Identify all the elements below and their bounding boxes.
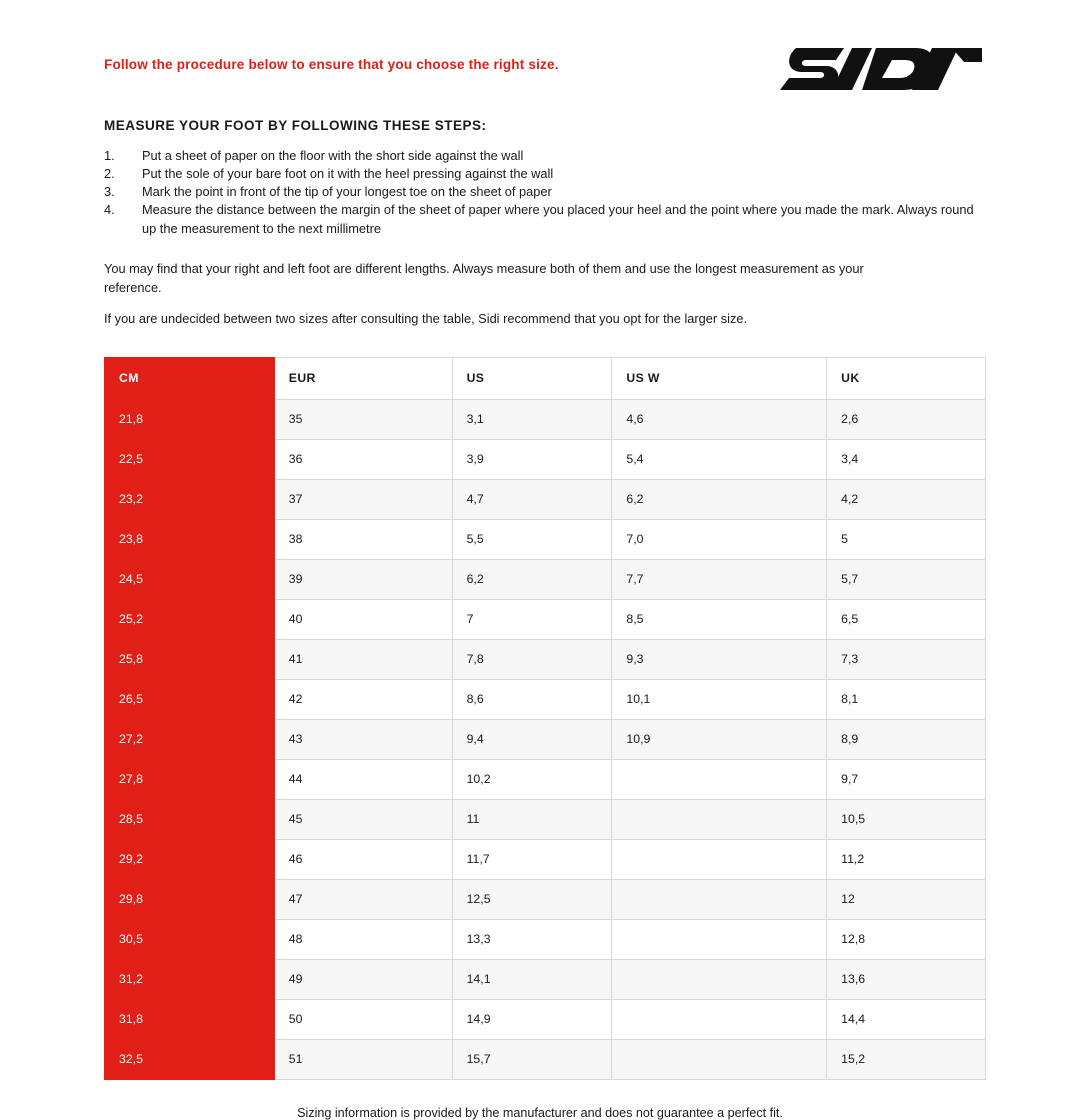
step-number: 4.: [104, 202, 115, 218]
cell-uk: 2,6: [827, 399, 986, 439]
cell-usw: 10,9: [612, 719, 827, 759]
table-header-row: [105, 357, 986, 399]
column-header-uk: UK: [827, 357, 986, 399]
cell-eur: 41: [274, 639, 452, 679]
cell-cm: 22,5: [105, 439, 275, 479]
note-paragraph: If you are undecided between two sizes after consulting the table, Sidi recommend that you opt for the larger size.: [104, 310, 748, 326]
cell-usw: [612, 839, 827, 879]
step-text: Put the sole of your bare foot on it with the heel pressing against the wall: [142, 166, 554, 182]
cell-eur: 51: [274, 1039, 452, 1079]
list-item: [104, 201, 976, 237]
note-paragraph: You may find that your right and left foot are different lengths. Always measure both of them and use the longest measurement as your reference.: [104, 260, 864, 295]
cell-cm: 21,8: [105, 399, 275, 439]
cell-us: 6,2: [452, 559, 612, 599]
table-row: [105, 519, 986, 559]
table-row: [105, 799, 986, 839]
sidi-logo: [776, 44, 986, 96]
list-item: [104, 165, 976, 183]
cell-us: 15,7: [452, 1039, 612, 1079]
cell-usw: 7,7: [612, 559, 827, 599]
cell-usw: [612, 799, 827, 839]
column-header-usw: US W: [612, 357, 827, 399]
cell-eur: 44: [274, 759, 452, 799]
cell-us: 3,1: [452, 399, 612, 439]
cell-usw: 7,0: [612, 519, 827, 559]
table-row: [105, 679, 986, 719]
cell-cm: 23,8: [105, 519, 275, 559]
step-number: 2.: [104, 166, 115, 182]
size-chart-table: [104, 357, 986, 1080]
cell-usw: [612, 999, 827, 1039]
cell-uk: 7,3: [827, 639, 986, 679]
cell-usw: [612, 959, 827, 999]
table-row: [105, 839, 986, 879]
list-item: [104, 147, 976, 165]
cell-cm: 31,8: [105, 999, 275, 1039]
cell-eur: 45: [274, 799, 452, 839]
cell-cm: 31,2: [105, 959, 275, 999]
cell-usw: 8,5: [612, 599, 827, 639]
step-number: 1.: [104, 148, 115, 163]
cell-usw: 5,4: [612, 439, 827, 479]
cell-us: 14,9: [452, 999, 612, 1039]
cell-eur: 47: [274, 879, 452, 919]
cell-uk: 8,1: [827, 679, 986, 719]
table-row: [105, 599, 986, 639]
cell-us: 5,5: [452, 519, 612, 559]
cell-eur: 35: [274, 399, 452, 439]
table-row: [105, 919, 986, 959]
cell-usw: 4,6: [612, 399, 827, 439]
page-header: [0, 0, 1080, 96]
cell-usw: [612, 879, 827, 919]
cell-cm: 25,8: [105, 639, 275, 679]
steps-list: [0, 133, 1080, 238]
cell-us: 11,7: [452, 839, 612, 879]
cell-uk: 9,7: [827, 759, 986, 799]
cell-usw: [612, 1039, 827, 1079]
cell-uk: 10,5: [827, 799, 986, 839]
cell-uk: 11,2: [827, 839, 986, 879]
measurement-notes: [0, 238, 985, 329]
table-row: [105, 479, 986, 519]
cell-us: 4,7: [452, 479, 612, 519]
cell-eur: 39: [274, 559, 452, 599]
step-number: 3.: [104, 184, 115, 200]
cell-eur: 42: [274, 679, 452, 719]
cell-cm: 29,8: [105, 879, 275, 919]
intro-text: Follow the procedure below to ensure that you choose the right size.: [104, 57, 559, 72]
cell-cm: 27,8: [105, 759, 275, 799]
cell-uk: 15,2: [827, 1039, 986, 1079]
cell-eur: 37: [274, 479, 452, 519]
cell-us: 7: [452, 599, 612, 639]
table-row: [105, 759, 986, 799]
steps-title: MEASURE YOUR FOOT BY FOLLOWING THESE STEPS:: [104, 118, 487, 133]
table-row: [105, 959, 986, 999]
cell-uk: 12: [827, 879, 986, 919]
cell-us: 10,2: [452, 759, 612, 799]
cell-usw: 6,2: [612, 479, 827, 519]
cell-us: 7,8: [452, 639, 612, 679]
column-header-us: US: [452, 357, 612, 399]
cell-uk: 5: [827, 519, 986, 559]
cell-cm: 26,5: [105, 679, 275, 719]
step-text: Put a sheet of paper on the floor with the short side against the wall: [142, 148, 524, 163]
table-header: [105, 357, 986, 399]
cell-eur: 43: [274, 719, 452, 759]
table-row: [105, 719, 986, 759]
cell-usw: [612, 759, 827, 799]
cell-cm: 25,2: [105, 599, 275, 639]
step-text: Measure the distance between the margin of the sheet of paper where you placed your heel and the point where you made the mark. Always round up the measurement to the next millimetre: [142, 202, 974, 236]
cell-uk: 6,5: [827, 599, 986, 639]
cell-us: 12,5: [452, 879, 612, 919]
table-body: [105, 399, 986, 1079]
table-row: [105, 999, 986, 1039]
cell-us: 8,6: [452, 679, 612, 719]
cell-us: 14,1: [452, 959, 612, 999]
footer-note: Sizing information is provided by the manufacturer and does not guarantee a perfect fit.: [297, 1105, 783, 1120]
cell-cm: 29,2: [105, 839, 275, 879]
cell-cm: 32,5: [105, 1039, 275, 1079]
cell-us: 11: [452, 799, 612, 839]
list-item: [104, 183, 976, 201]
table-row: [105, 399, 986, 439]
cell-uk: 14,4: [827, 999, 986, 1039]
cell-cm: 28,5: [105, 799, 275, 839]
cell-us: 13,3: [452, 919, 612, 959]
cell-us: 9,4: [452, 719, 612, 759]
cell-eur: 36: [274, 439, 452, 479]
column-header-eur: EUR: [274, 357, 452, 399]
cell-eur: 40: [274, 599, 452, 639]
cell-uk: 8,9: [827, 719, 986, 759]
cell-usw: 10,1: [612, 679, 827, 719]
cell-eur: 50: [274, 999, 452, 1039]
cell-eur: 49: [274, 959, 452, 999]
cell-cm: 27,2: [105, 719, 275, 759]
cell-us: 3,9: [452, 439, 612, 479]
cell-eur: 46: [274, 839, 452, 879]
cell-uk: 12,8: [827, 919, 986, 959]
table-row: [105, 559, 986, 599]
cell-cm: 23,2: [105, 479, 275, 519]
column-header-cm: CM: [105, 357, 275, 399]
table-row: [105, 639, 986, 679]
cell-cm: 30,5: [105, 919, 275, 959]
cell-usw: 9,3: [612, 639, 827, 679]
cell-eur: 38: [274, 519, 452, 559]
cell-eur: 48: [274, 919, 452, 959]
cell-usw: [612, 919, 827, 959]
cell-uk: 3,4: [827, 439, 986, 479]
table-row: [105, 439, 986, 479]
step-text: Mark the point in front of the tip of your longest toe on the sheet of paper: [142, 184, 552, 200]
cell-uk: 13,6: [827, 959, 986, 999]
table-row: [105, 1039, 986, 1079]
cell-uk: 5,7: [827, 559, 986, 599]
table-row: [105, 879, 986, 919]
cell-uk: 4,2: [827, 479, 986, 519]
cell-cm: 24,5: [105, 559, 275, 599]
